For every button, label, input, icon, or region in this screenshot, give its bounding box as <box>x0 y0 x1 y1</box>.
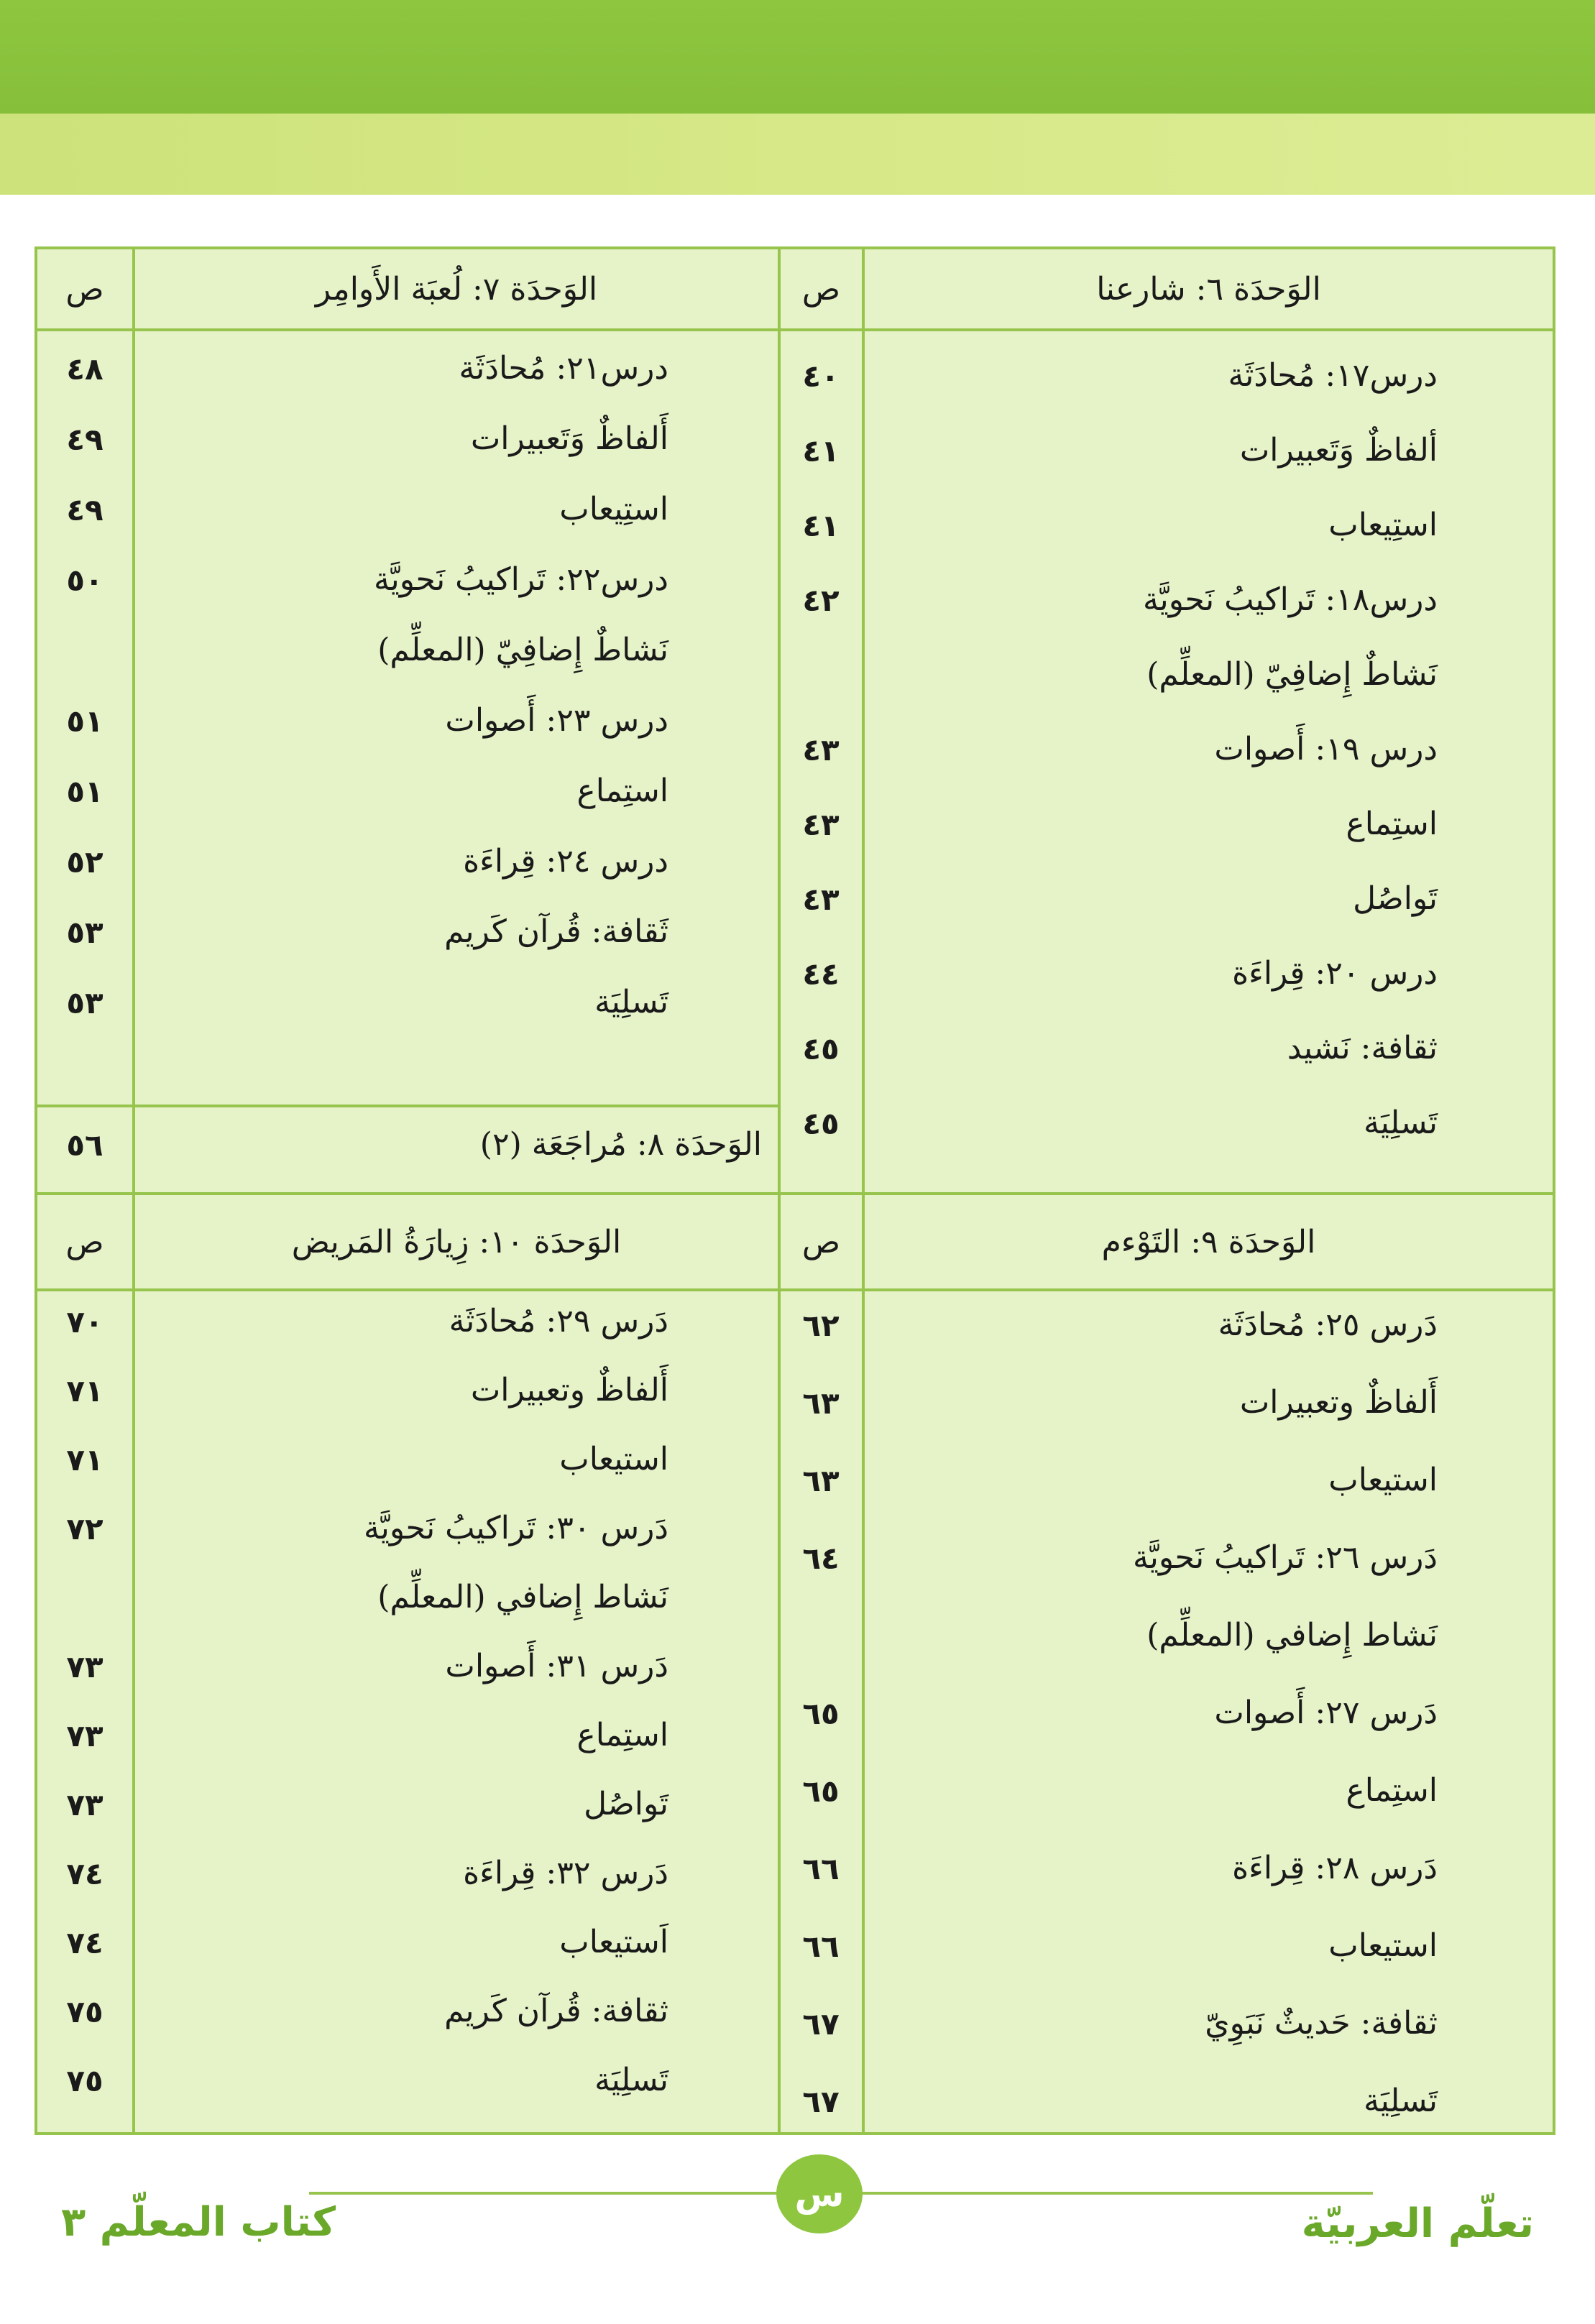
lesson-page-number: ٧٢ <box>66 1511 104 1546</box>
header-band-dark <box>0 0 1595 114</box>
lesson-item: نَشاطٌ إِضافِيّ (المعلِّم) <box>1146 656 1438 693</box>
lesson-page-number: ٧٤ <box>66 1856 104 1891</box>
lesson-page-number: ٧٥ <box>66 1994 104 2029</box>
lesson-item: استيعاب <box>1328 1462 1438 1498</box>
lesson-item: استيعاب <box>1328 1927 1438 1964</box>
lesson-page-number: ٥١ <box>66 774 104 809</box>
lesson-page-number: ٥٣ <box>66 985 104 1020</box>
lesson-page-number: ٥١ <box>66 704 104 739</box>
lesson-item: درس ٢٠: قِراءَة <box>1232 955 1438 992</box>
lesson-item: دَرس ٢٥: مُحادَثَة <box>1218 1306 1438 1343</box>
lesson-item: استِماع <box>576 1717 668 1753</box>
page-number-badge: س <box>776 2154 863 2233</box>
page-col-header: ص <box>801 1223 841 1260</box>
lesson-item: اَستيعاب <box>559 1924 668 1960</box>
lesson-item: تَسلِيَة <box>594 2062 668 2098</box>
lesson-item: ثقافة: حَديثٌ نَبَوِيّ <box>1205 2005 1438 2042</box>
lesson-page-number: ٦٦ <box>802 1851 840 1886</box>
footer-book-title-left: كتاب المعلّم ٣ <box>61 2199 336 2246</box>
lesson-page-number: ٦٧ <box>802 2006 840 2042</box>
lesson-page-number: ٧١ <box>66 1373 104 1408</box>
lesson-page-number: ٦٥ <box>802 1774 840 1809</box>
contents-table-top <box>35 246 1555 1195</box>
lesson-page-number: ٥٣ <box>66 915 104 950</box>
lesson-item: درس ٢٤: قِراءَة <box>463 843 668 880</box>
lesson-item: درس٢١: مُحادَثَة <box>459 350 668 387</box>
lesson-item: استِيعاب <box>559 491 668 527</box>
lesson-item: تَسلِيَة <box>1364 2083 1438 2119</box>
lesson-page-number: ٦٣ <box>802 1463 840 1498</box>
lesson-item: تَواصُل <box>584 1786 668 1822</box>
lesson-item: دَرس ٣٢: قِراءَة <box>463 1855 668 1891</box>
unit9-title: الوَحدَة ٩: التَوْءم <box>1101 1223 1316 1260</box>
lesson-item: ثقافة: قُرآن كَريم <box>444 1993 668 2029</box>
lesson-page-number: ٤٤ <box>802 956 840 992</box>
lesson-item: دَرس ٣١: أَصوات <box>445 1648 668 1684</box>
unit6-title: الوَحدَة ٦: شارعنا <box>1096 270 1321 308</box>
lesson-page-number: ٤١ <box>802 508 840 543</box>
lesson-page-number: ٤٨ <box>66 351 104 387</box>
lesson-item: استِيعاب <box>1328 507 1438 543</box>
lesson-page-number: ٧٣ <box>66 1787 104 1822</box>
lesson-item: دَرس ٢٩: مُحادَثَة <box>449 1303 668 1339</box>
header-divider <box>37 328 1553 331</box>
lesson-page-number: ٤٠ <box>802 359 840 394</box>
lesson-page-number: ٧٣ <box>66 1718 104 1753</box>
lesson-item: تَسلِيَة <box>594 984 668 1020</box>
header-divider <box>37 1288 1553 1291</box>
lesson-item: درس ١٩: أَصوات <box>1214 731 1438 767</box>
lesson-item: درس١٨: تَراكيبُ نَحويَّة <box>1142 581 1438 618</box>
lesson-item: درس٢٢: تَراكيبُ نَحويَّة <box>373 561 668 598</box>
lesson-page-number: ٧٠ <box>66 1304 104 1339</box>
divider <box>132 249 135 1192</box>
lesson-item: دَرس ٢٨: قِراءَة <box>1232 1850 1438 1886</box>
lesson-item: أَلفاظٌ وتعبيرات <box>470 1372 668 1408</box>
footer-line-right <box>863 2192 1373 2195</box>
contents-table-bottom <box>35 1195 1555 2135</box>
page-col-header: ص <box>65 270 104 308</box>
lesson-item: دَرس ٢٦: تَراكيبُ نَحويَّة <box>1132 1539 1438 1576</box>
lesson-page-number: ٥٢ <box>66 844 104 880</box>
lesson-page-number: ٦٣ <box>802 1385 840 1421</box>
lesson-page-number: ٦٥ <box>802 1696 840 1731</box>
lesson-item: ألفاظٌ وَتَعبيرات <box>1239 432 1438 469</box>
lesson-page-number: ٦٢ <box>802 1308 840 1343</box>
unit8-title: الوَحدَة ٨: مُراجَعَة (٢) <box>479 1126 762 1163</box>
lesson-page-number: ٧١ <box>66 1442 104 1477</box>
footer-line-left <box>309 2192 776 2195</box>
lesson-item: دَرس ٣٠: تَراكيبُ نَحويَّة <box>363 1510 668 1546</box>
lesson-page-number: ٦٧ <box>802 2084 840 2119</box>
lesson-page-number: ٧٣ <box>66 1649 104 1684</box>
lesson-page-number: ٧٥ <box>66 2063 104 2098</box>
lesson-page-number: ٤٣ <box>802 882 840 917</box>
lesson-item: أَلفاظٌ وتعبيرات <box>1239 1384 1438 1421</box>
lesson-page-number: ٦٤ <box>802 1541 840 1576</box>
lesson-item: استيعاب <box>559 1441 668 1477</box>
page-col-header: ص <box>65 1223 104 1260</box>
lesson-item: نَشاط إِضافي (المعلِّم) <box>1146 1617 1438 1654</box>
unit10-title: الوَحدَة ١٠: زِيارَةُ المَريض <box>291 1223 622 1260</box>
lesson-item: نَشاط إِضافي (المعلِّم) <box>377 1579 668 1615</box>
unit8-page: ٥٦ <box>66 1128 104 1163</box>
lesson-item: دَرس ٢٧: أَصوات <box>1214 1694 1438 1731</box>
lesson-item: تَسلِيَة <box>1364 1105 1438 1141</box>
footer-book-title-right: تعلّم العربيّة <box>1301 2200 1534 2247</box>
lesson-item: استِماع <box>1346 806 1438 842</box>
lesson-item: درس ٢٣: أَصوات <box>445 702 668 739</box>
lesson-page-number: ٤٣ <box>802 732 840 767</box>
lesson-page-number: ٦٦ <box>802 1929 840 1964</box>
lesson-item: نَشاطٌ إِضافِيّ (المعلِّم) <box>377 632 668 668</box>
divider <box>132 1195 135 2132</box>
unit8-divider <box>37 1105 779 1107</box>
lesson-page-number: ٧٤ <box>66 1925 104 1960</box>
header-band-light <box>0 114 1595 195</box>
lesson-item: أَلفاظٌ وَتَعبيرات <box>470 420 668 457</box>
lesson-page-number: ٤٥ <box>802 1106 840 1141</box>
lesson-page-number: ٤٥ <box>802 1031 840 1066</box>
page-col-header: ص <box>801 270 841 308</box>
lesson-item: ثقافة: نَشيد <box>1287 1030 1438 1066</box>
unit7-title: الوَحدَة ٧: لُعبَة الأَوامِر <box>315 270 598 308</box>
lesson-page-number: ٤٩ <box>66 492 104 527</box>
lesson-item: تَواصُل <box>1353 880 1438 917</box>
lesson-item: درس١٧: مُحادَثَة <box>1228 357 1438 394</box>
lesson-page-number: ٤٣ <box>802 807 840 842</box>
lesson-item: استِماع <box>576 773 668 809</box>
lesson-page-number: ٤٢ <box>802 583 840 618</box>
lesson-item: ثَقافة: قُرآن كَريم <box>444 913 668 950</box>
lesson-page-number: ٤٩ <box>66 422 104 457</box>
lesson-page-number: ٥٠ <box>66 563 104 598</box>
lesson-item: استِماع <box>1346 1772 1438 1809</box>
lesson-page-number: ٤١ <box>802 433 840 469</box>
